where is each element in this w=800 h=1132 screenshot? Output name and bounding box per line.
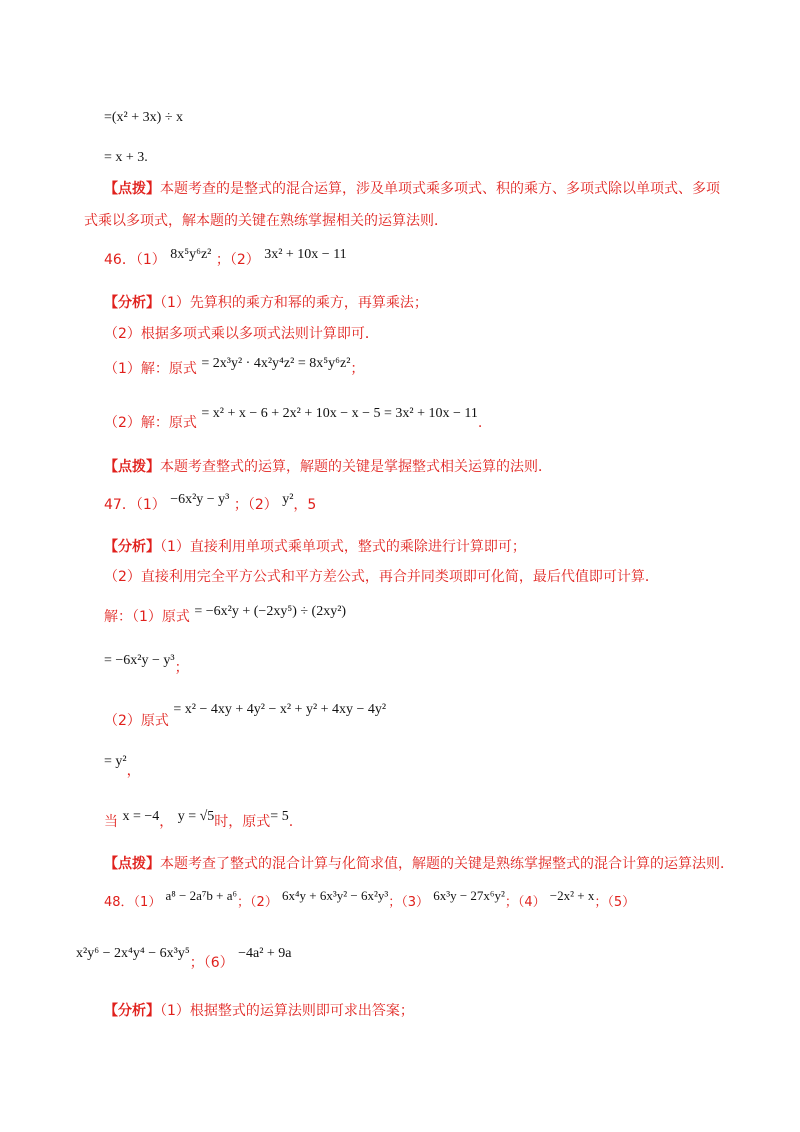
analysis-text: （1）直接利用单项式乘单项式，整式的乘除进行计算即可； [160, 539, 526, 555]
solution-label: （1）解：原式 [104, 361, 197, 377]
analysis-block [104, 296, 428, 310]
solution-line [104, 653, 189, 676]
when-label: 当 [104, 814, 118, 830]
comment-tag: 【点拨】 [104, 181, 160, 197]
answer-expression: 6x⁴y + 6x³y² − 6x²y³ [281, 888, 389, 903]
analysis-text: （2）直接利用完全平方公式和平方差公式，再合并同类项即可化简，最后代值即可计算． [104, 569, 659, 585]
comment-text: 式乘以多项式，解本题的关键在熟练掌握相关的运算法则． [84, 213, 448, 229]
analysis-tag: 【分析】 [104, 295, 160, 311]
analysis-text: （1）先算积的乘方和幂的乘方，再算乘法； [160, 295, 428, 311]
punctuation: ， [126, 763, 141, 779]
solution-line [104, 356, 365, 377]
separator: ；（5） [594, 895, 636, 910]
answer-expression: x²y⁶ − 2x⁴y⁴ − 6x³y⁵ [76, 946, 190, 961]
separator: ；（4） [504, 895, 546, 910]
comment-tag: 【点拨】 [104, 856, 160, 872]
comment-block [104, 857, 734, 871]
separator: ；（6） [189, 955, 234, 971]
comment-tag: 【点拨】 [104, 459, 160, 475]
punctuation: . [144, 150, 148, 165]
comment-text: 本题考查了整式的混合计算与化简求值，解题的关键是熟练掌握整式的混合计算的运算法则． [160, 856, 734, 872]
answer-expression: −6x²y − y³ [170, 492, 230, 507]
analysis-text: （1）根据整式的运算法则即可求出答案； [160, 1003, 414, 1019]
comment-block [104, 460, 552, 474]
solution-line [104, 702, 387, 729]
punctuation: . [477, 415, 483, 431]
analysis-block [104, 540, 526, 554]
math-expression: =(x² + 3x) ÷ x [104, 110, 183, 125]
math-expression: = y² [104, 754, 127, 769]
solution-line [104, 604, 347, 625]
analysis-tag: 【分析】 [104, 1003, 160, 1019]
answer-expression: 3x² + 10x − 11 [264, 247, 347, 262]
math-expression: y = √5 [177, 809, 215, 824]
question-number: 48．（1） [104, 895, 162, 910]
math-expression: = 5 [270, 809, 289, 824]
answer-line [104, 247, 347, 268]
question-number: 47．（1） [104, 497, 166, 513]
answer-line [104, 492, 317, 513]
evaluation-line [104, 809, 294, 830]
solution-label: 解：（1）原式 [104, 609, 190, 625]
punctuation: ； [174, 660, 189, 676]
answer-expression: 8x⁵y⁶z² [170, 247, 212, 262]
separator: ；（2） [237, 895, 278, 910]
math-expression: = −6x²y − y³ [104, 653, 175, 668]
math-expression: = x² − 4xy + 4y² − x² + y² + 4xy − 4y² [173, 702, 387, 717]
answer-value: ，5 [293, 497, 317, 513]
punctuation: ， [159, 814, 174, 830]
answer-line [76, 946, 292, 971]
math-expression: = 2x³y² · 4x²y⁴z² = 8x⁵y⁶z² [201, 356, 351, 371]
answer-expression: y² [282, 492, 294, 507]
math-expression: x = −4 [122, 809, 160, 824]
math-expression: = −6x²y + (−2xy⁵) ÷ (2xy²) [194, 604, 347, 619]
answer-expression: 6x³y − 27x⁶y² [433, 888, 505, 903]
answer-expression: a⁸ − 2a⁷b + a⁶ [165, 888, 238, 903]
evaluation-text: 时，原式 [214, 814, 271, 830]
punctuation: ； [350, 361, 365, 377]
analysis-text: （2）根据多项式乘以多项式法则计算即可． [104, 326, 379, 342]
answer-expression: −4a² + 9a [238, 946, 292, 961]
comment-text: 本题考查的是整式的混合运算，涉及单项式乘多项式、积的乘方、多项式除以单项式、多项 [160, 181, 720, 197]
solution-label: （2）解：原式 [104, 415, 197, 431]
solution-line [104, 406, 483, 431]
separator: ；（3） [388, 895, 430, 910]
separator: ；（2） [233, 497, 278, 513]
math-expression: = x² + x − 6 + 2x² + 10x − x − 5 = 3x² + 10x − 11 [201, 406, 478, 421]
solution-line [104, 754, 141, 779]
answer-expression: −2x² + x [549, 888, 595, 903]
comment-block [104, 182, 720, 196]
question-number: 46．（1） [104, 252, 166, 268]
formula-line [104, 110, 183, 125]
answer-line [104, 888, 636, 910]
solution-label: （2）原式 [104, 713, 169, 729]
formula-line [104, 150, 148, 165]
analysis-block [104, 1004, 414, 1018]
punctuation: . [288, 814, 294, 830]
separator: ；（2） [215, 252, 260, 268]
analysis-tag: 【分析】 [104, 539, 160, 555]
comment-text: 本题考查整式的运算，解题的关键是掌握整式相关运算的法则． [160, 459, 552, 475]
math-expression: = x + 3 [104, 150, 145, 165]
